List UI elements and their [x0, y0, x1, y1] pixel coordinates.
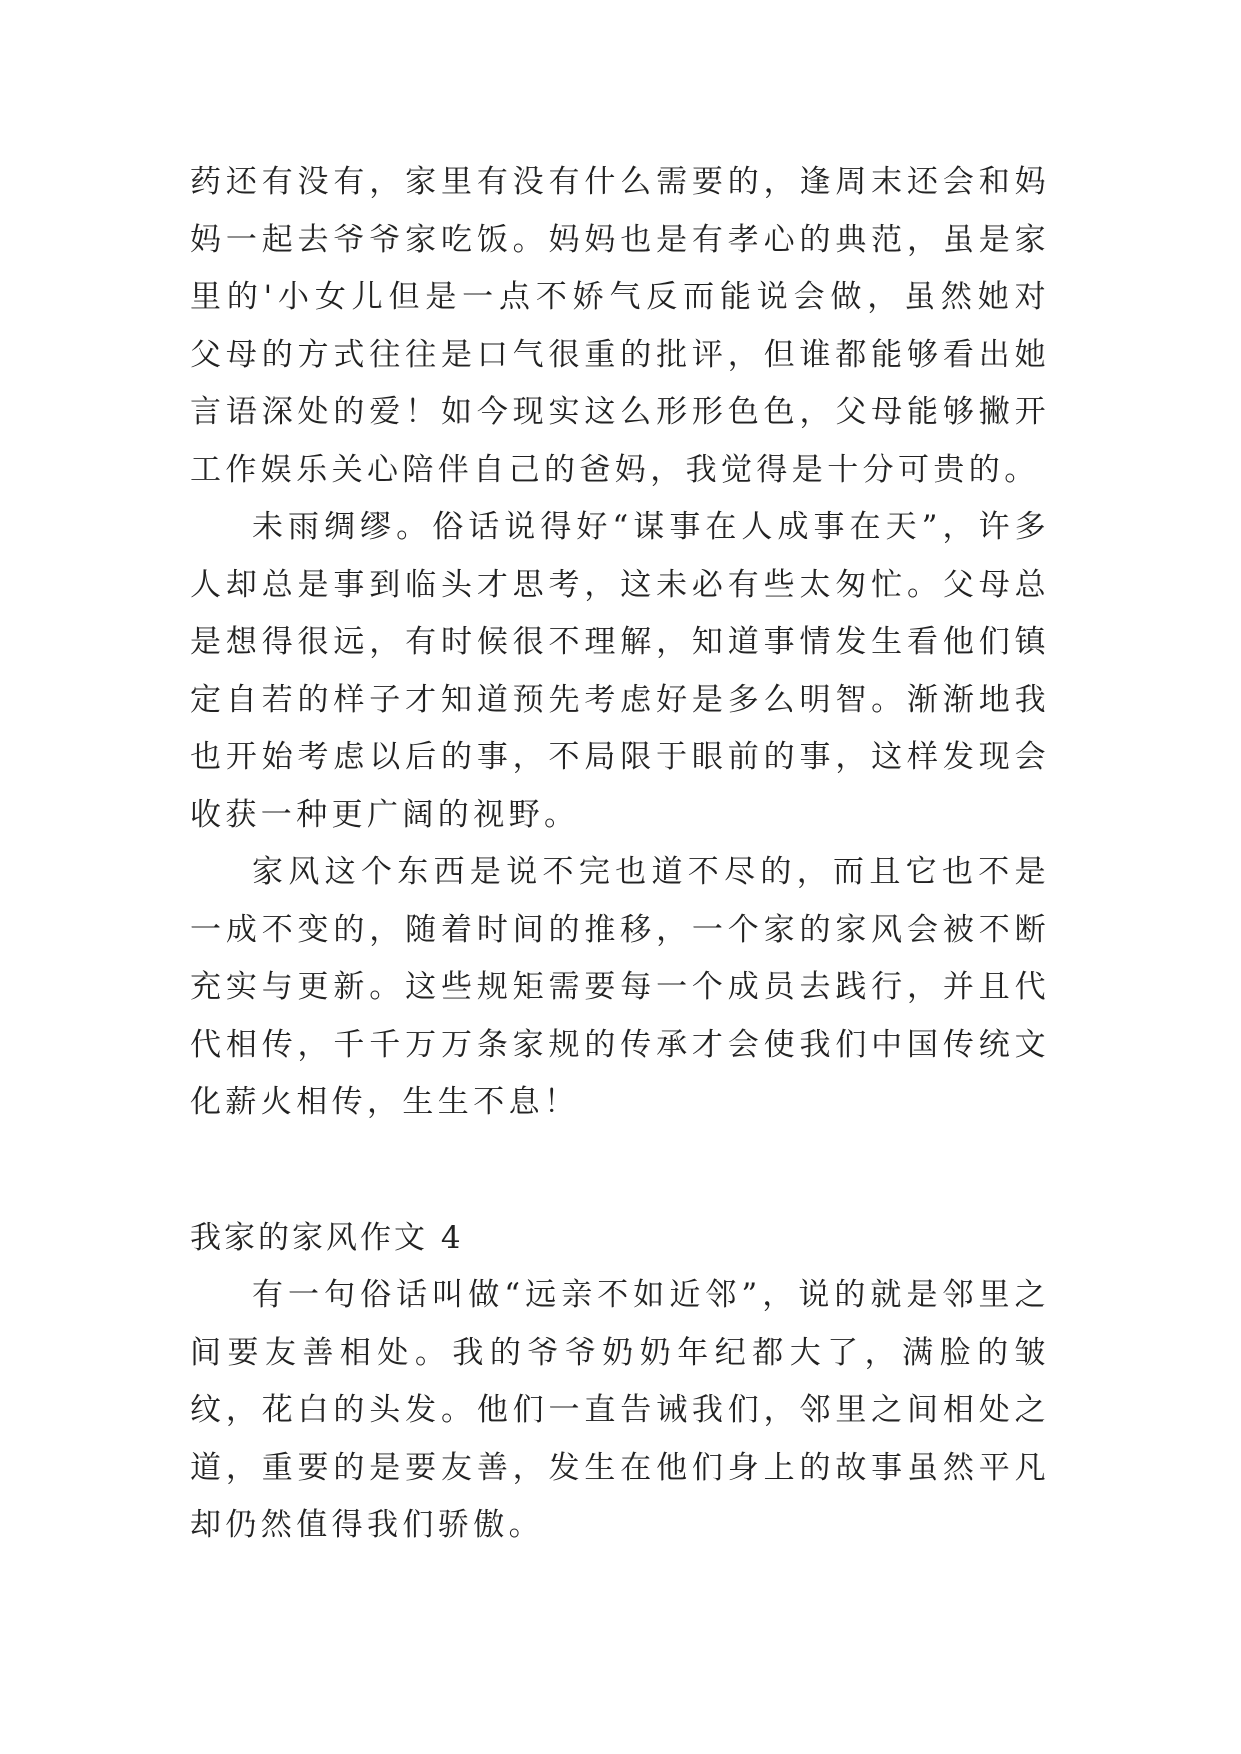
essay-title: 我家的家风作文 4: [190, 1220, 464, 1256]
paragraph-conclusion: 家风这个东西是说不完也道不尽的，而且它也不是一成不变的，随着时间的推移，一个家的家风会被不断充实与更新。这些规矩需要每一个成员去践行，并且代代相传，千千万万条家规的传承才会使我们中国传统文化薪火相传，生生不息！: [190, 854, 1050, 1120]
paragraph-prudence: 未雨绸缪。俗话说得好“谋事在人成事在天”，许多人却总是事到临头才思考，这未必有些太匆忙。父母总是想得很远，有时候很不理解，知道事情发生看他们镇定自若的样子才知道预先考虑好是多么明智。渐渐地我也开始考虑以后的事，不局限于眼前的事，这样发现会收获一种更广阔的视野。: [190, 509, 1050, 833]
body-text-top: [190, 154, 1050, 1132]
body-text-bottom: [190, 1267, 1050, 1555]
paragraph-continued: 药还有没有，家里有没有什么需要的，逢周末还会和妈妈一起去爷爷家吃饭。妈妈也是有孝心的典范，虽是家里的'小女儿但是一点不娇气反而能说会做，虽然她对父母的方式往往是口气很重的批评，但谁都能够看出她言语深处的爱！如今现实这么形形色色，父母能够撇开工作娱乐关心陪伴自己的爸妈，我觉得是十分可贵的。: [190, 164, 1050, 488]
paragraph-neighbors: 有一句俗话叫做“远亲不如近邻”，说的就是邻里之间要友善相处。我的爷爷奶奶年纪都大了，满脸的皱纹，花白的头发。他们一直告诫我们，邻里之间相处之道，重要的是要友善，发生在他们身上的故事虽然平凡却仍然值得我们骄傲。: [190, 1277, 1050, 1543]
